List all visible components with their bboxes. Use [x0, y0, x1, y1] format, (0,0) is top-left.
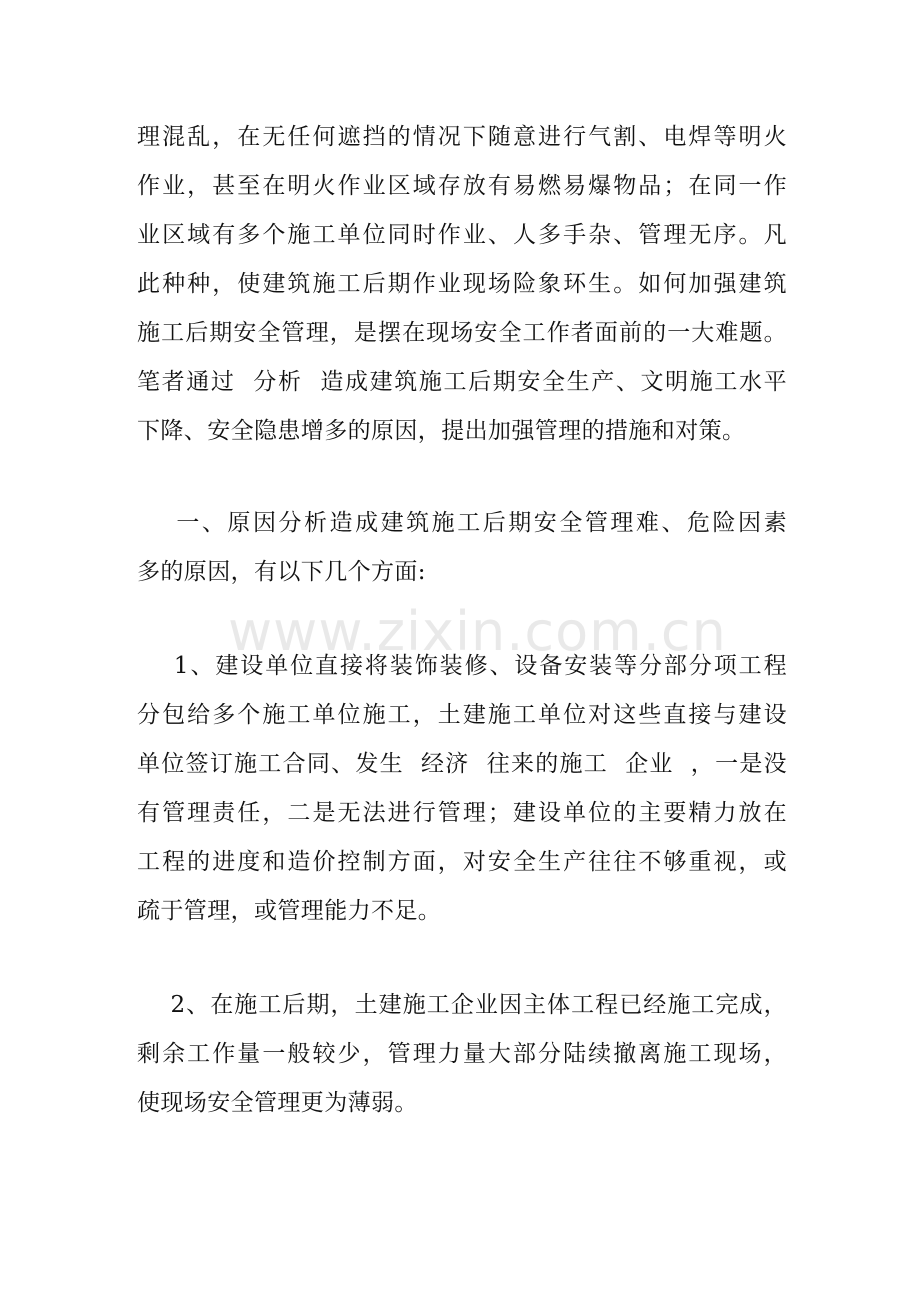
section-heading-causes: [137, 499, 787, 597]
text-line: 理混乱，在无任何遮挡的情况下随意进行气割、电焊等明火: [137, 124, 787, 150]
text-line: 业区域有多个施工单位同时作业、人多手杂、管理无序。凡: [137, 222, 787, 248]
text-line: 剩余工作量一般较少，管理力量大部分陆续撤离施工现场，: [137, 1041, 787, 1067]
paragraph-cause-2: [137, 981, 787, 1128]
text-line: 多的原因，有以下几个方面:: [137, 559, 426, 585]
text-line: 作业，甚至在明火作业区域存放有易燃易爆物品；在同一作: [137, 173, 787, 199]
text-line: 疏于管理，或管理能力不足。: [137, 898, 442, 924]
text-line: 一、原因分析造成建筑施工后期安全管理难、危险因素: [137, 510, 787, 536]
text-line: 1、建设单位直接将装饰装修、设备安装等分部分项工程: [137, 653, 787, 679]
paragraph-intro: [137, 113, 787, 456]
watermark: www.zixin.com.cn: [228, 600, 727, 663]
text-line: 施工后期安全管理，是摆在现场安全工作者面前的一大难题。: [137, 320, 787, 346]
paragraph-cause-1: [137, 642, 787, 936]
text-line: 工程的进度和造价控制方面，对安全生产往往不够重视，或: [137, 849, 787, 875]
text-line: 分包给多个施工单位施工，土建施工单位对这些直接与建设: [137, 702, 787, 728]
text-line: 有管理责任，二是无法进行管理；建设单位的主要精力放在: [137, 800, 787, 826]
text-line: 笔者通过 分析 造成建筑施工后期安全生产、文明施工水平: [137, 369, 787, 395]
text-line: 2、在施工后期，土建施工企业因主体工程已经施工完成，: [137, 992, 787, 1018]
text-line: 单位签订施工合同、发生 经济 往来的施工 企业 ，一是没: [137, 751, 787, 777]
text-line: 下降、安全隐患增多的原因，提出加强管理的措施和对策。: [137, 418, 746, 444]
text-line: 使现场安全管理更为薄弱。: [137, 1090, 418, 1116]
text-line: 此种种，使建筑施工后期作业现场险象环生。如何加强建筑: [137, 271, 787, 297]
